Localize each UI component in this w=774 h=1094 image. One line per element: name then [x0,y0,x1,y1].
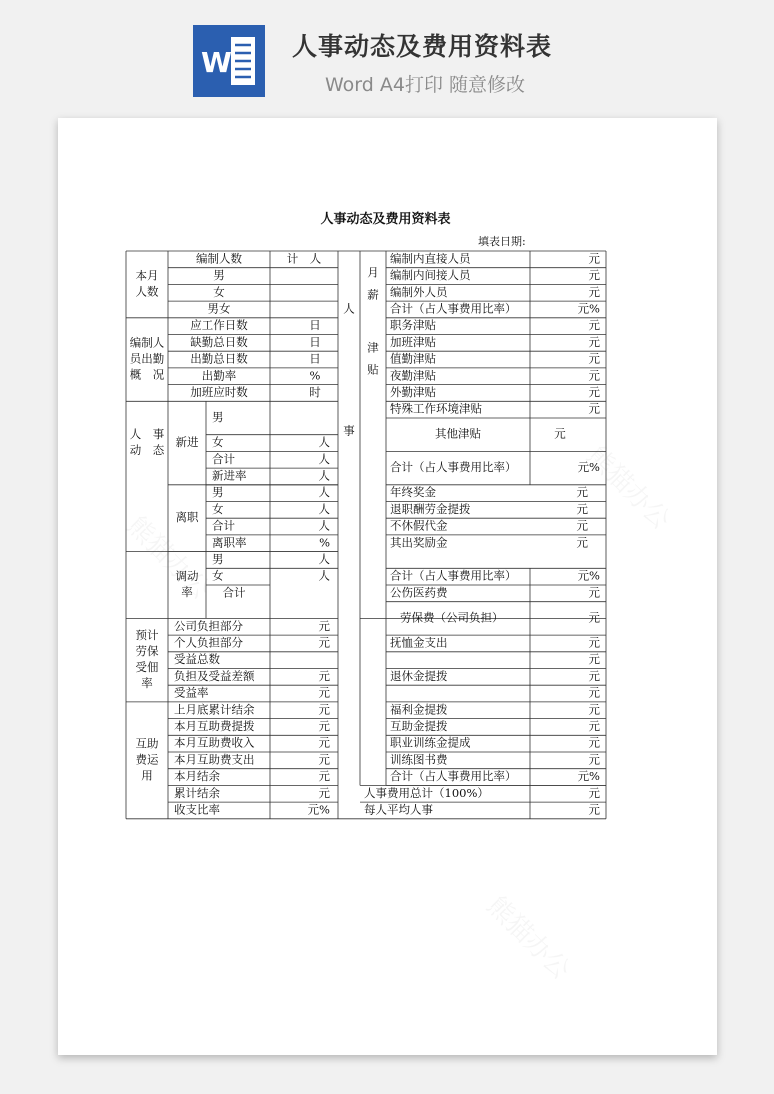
unit-label: 元% [577,460,600,475]
sub-section-label: 调动 [175,569,199,583]
table-row-label: 受益总数 [174,652,220,667]
table-row-label: 应工作日数 [190,318,248,333]
table-row-label: 职业训练金提成 [390,735,471,750]
table-row-label: 女 [213,284,225,299]
section-label: 津 [367,340,379,355]
section-label: 率 [141,676,153,691]
document-page [58,118,717,1055]
personnel-cost-table [58,118,717,1055]
unit-label: 元 [588,284,600,299]
unit-label: 元% [577,568,600,583]
section-label: 概 况 [129,367,165,382]
unit-label: 元 [318,668,330,683]
table-row-label: 女 [212,501,224,516]
unit-label: 元 [588,685,600,700]
table-row-label: 合计（占人事费用比率） [390,460,517,475]
unit-label: 日 [309,351,321,366]
table-row-label: 本月结余 [174,769,220,784]
table-row-label: 合计 [212,451,235,466]
table-cell-text: 编制人数 [196,251,242,266]
table-cell-text: 计 人 [286,251,322,266]
unit-label: 人 [318,551,330,566]
unit-label: 人 [318,568,330,583]
section-label: 预计 [135,628,159,643]
unit-label: % [319,535,330,550]
unit-label: 元 [588,752,600,767]
table-row-label: 男 [212,410,224,424]
table-row-label: 新进率 [212,468,247,483]
table-row-label: 外勤津贴 [390,384,436,399]
table-row-label: 退职酬劳金提拨 [390,501,471,516]
unit-label: 人 [318,518,330,533]
fill-date-label: 填表日期: [478,235,526,248]
unit-label: 元 [588,401,600,416]
page-header [0,0,774,110]
table-row-label: 受益率 [174,685,209,700]
table-row-label: 编制内间接人员 [390,268,471,283]
table-row-label: 女 [212,568,224,583]
section-label: 人数 [135,284,159,299]
unit-label: 元 [588,334,600,349]
table-row-label: 本月互助费支出 [174,752,255,767]
table-row-label: 累计结余 [174,785,220,800]
unit-label: 元 [588,318,600,333]
table-row-label: 其出奖励金 [390,535,448,550]
table-row-label: 加班津贴 [390,334,436,349]
table-row-label: 男 [213,268,225,283]
section-label: 事 [343,423,355,438]
unit-label: 元 [318,752,330,767]
unit-label: 元% [577,769,600,784]
table-row-label: 离职率 [212,535,247,550]
section-label: 互助 [135,736,159,751]
unit-label: 人 [318,501,330,516]
unit-label: 元 [318,769,330,784]
unit-label: 元 [318,735,330,750]
unit-label: 元 [576,518,588,533]
table-row-label: 女 [212,435,224,450]
section-label: 费运 [135,752,159,767]
sub-section-label: 新进 [175,435,199,450]
table-row-label: 人事费用总计（100%） [364,785,489,800]
table-row-label: 出勤率 [201,368,237,383]
table-row-label: 本月互助费提拨 [174,718,255,733]
section-label: 薪 [367,287,379,302]
sub-section-label: 离职 [175,510,199,525]
table-row-label: 缺勤总日数 [190,334,248,349]
unit-label: 元 [588,384,600,399]
unit-label: 元 [588,585,600,600]
table-row-label: 收支比率 [174,802,220,817]
table-row-label: 上月底累计结余 [174,702,255,717]
unit-label: 元 [554,426,566,441]
section-label: 贴 [367,362,379,377]
unit-label: 日 [309,334,321,349]
table-row-label: 其他津贴 [435,426,481,441]
unit-label: 元 [318,685,330,700]
section-label: 用 [141,768,153,783]
table-row-label: 退休金提拨 [390,668,448,683]
unit-label: 日 [309,318,321,333]
table-row-label: 训练图书费 [390,752,448,767]
unit-label: 元% [307,802,330,817]
table-row-label: 公司负担部分 [174,618,243,633]
section-label: 劳保 [135,644,159,659]
table-row-label: 编制外人员 [390,284,448,299]
header-title: 人事动态及费用资料表 [292,32,553,61]
section-label: 人 [343,301,355,316]
section-label: 受佃 [135,660,159,675]
table-row-label: 特殊工作环境津贴 [390,401,482,416]
unit-label: 元 [588,785,600,800]
section-label: 人 事 [129,427,165,442]
table-row-label: 公伤医药费 [390,585,448,600]
table-row-label: 值勤津贴 [390,351,436,366]
unit-label: 元 [318,635,330,650]
unit-label: 人 [318,435,330,450]
unit-label: 元 [576,485,588,500]
table-row-label: 男女 [207,301,231,316]
unit-label: 元 [588,668,600,683]
sub-section-label: 率 [181,585,193,599]
unit-label: 元 [588,635,600,650]
table-row-label: 抚恤金支出 [390,635,448,650]
section-label: 动 态 [129,443,165,458]
document-title: 人事动态及费用资料表 [320,212,451,227]
table-row-label: 合计（占人事费用比率） [390,301,517,316]
table-row-label: 每人平均人事 [364,802,433,817]
word-document-icon [193,25,265,97]
table-row-label: 职务津贴 [390,318,436,333]
unit-label: 人 [318,468,330,483]
table-row-label: 劳保费（公司负担） [400,610,504,625]
table-row-label: 互助金提拨 [390,718,448,733]
table-row-label: 本月互助费收入 [174,735,255,750]
unit-label: 元% [577,301,600,316]
table-row-label: 不休假代金 [390,518,448,533]
unit-label: 元 [588,718,600,733]
table-row-label: 男 [212,551,224,566]
table-row-label: 编制内直接人员 [390,251,471,266]
unit-label: 元 [576,535,588,550]
unit-label: 元 [588,735,600,750]
header-subtitle: Word A4打印 随意修改 [325,74,526,96]
unit-label: % [309,368,321,383]
table-row-label: 负担及受益差额 [174,668,255,683]
unit-label: 元 [588,368,600,383]
unit-label: 元 [588,268,600,283]
section-label: 本月 [135,268,159,283]
unit-label: 时 [309,384,321,399]
table-row-label: 出勤总日数 [190,351,248,366]
unit-label: 元 [576,501,588,516]
unit-label: 元 [588,702,600,717]
unit-label: 元 [588,802,600,817]
table-row-label: 个人负担部分 [174,635,243,650]
table-row-label: 加班应时数 [190,384,248,399]
table-row-label: 合计（占人事费用比率） [390,568,517,583]
svg-text:W: W [201,46,232,79]
table-row-label: 年终奖金 [390,485,436,500]
unit-label: 元 [318,718,330,733]
table-row-label: 合计 [212,518,235,533]
unit-label: 人 [318,451,330,466]
unit-label: 元 [318,702,330,717]
table-row-label: 福利金提拨 [390,702,448,717]
unit-label: 元 [318,618,330,633]
section-label: 月 [367,265,379,280]
section-label: 员出勤 [129,351,165,366]
section-label: 编制人 [129,335,165,350]
table-row-label: 合计 [222,585,246,600]
table-row-label: 男 [212,485,224,500]
unit-label: 元 [588,610,600,625]
table-row-label: 合计（占人事费用比率） [390,769,517,784]
table-row-label: 夜勤津贴 [390,368,436,383]
unit-label: 元 [318,785,330,800]
unit-label: 元 [588,351,600,366]
unit-label: 元 [588,251,600,266]
unit-label: 元 [588,652,600,667]
unit-label: 人 [318,485,330,500]
